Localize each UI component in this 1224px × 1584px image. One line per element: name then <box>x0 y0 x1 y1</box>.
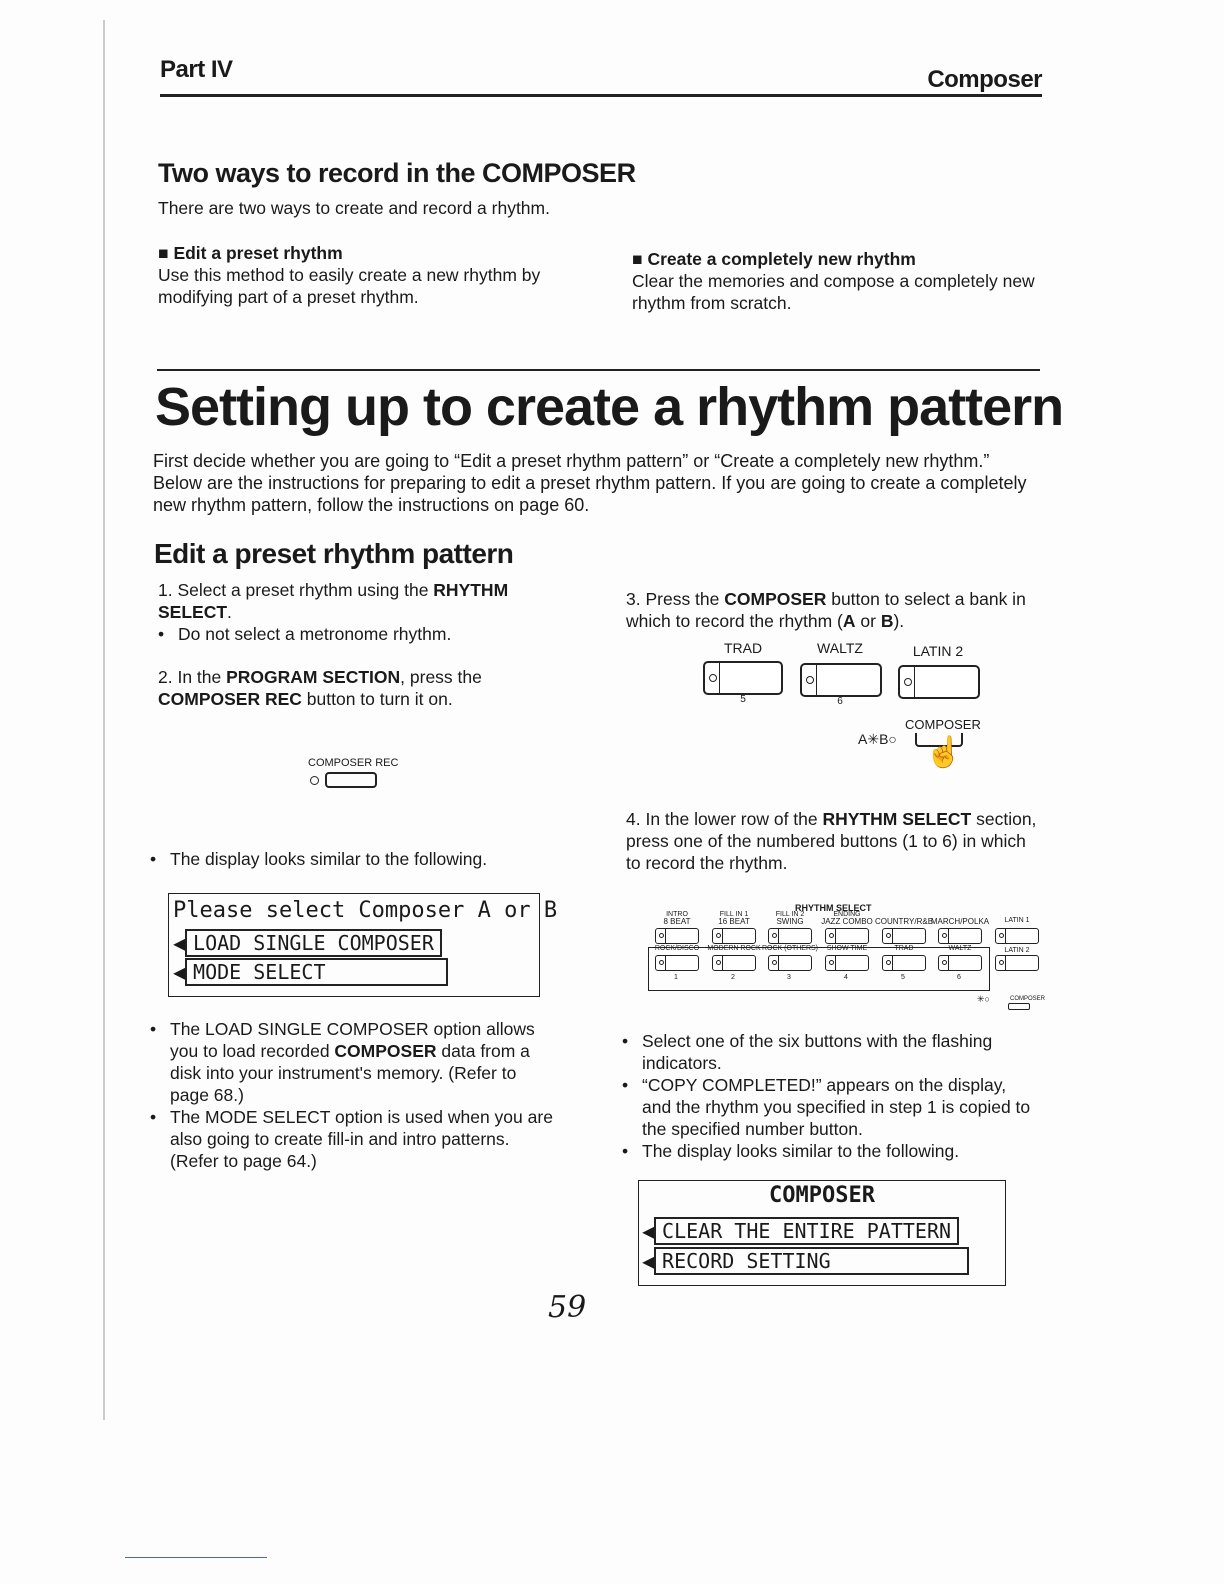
footer-rule <box>125 1557 267 1558</box>
flashing-led-icon: ✳ <box>867 731 880 747</box>
composer-rec-led <box>310 776 319 785</box>
top-sublabel: FILL IN 2 <box>775 911 805 918</box>
rhythm-button-top[interactable] <box>882 928 926 944</box>
header-rule <box>160 94 1042 97</box>
bottom-label: LATIN 2 <box>1004 947 1030 954</box>
section-label: Composer <box>927 66 1042 93</box>
top-label: MARCH/POLKA <box>930 917 990 926</box>
intro-right: ■ Create a completely new rhythm Clear the memories and compose a completely new rhythm from scratch. <box>632 248 1042 314</box>
display-1-line1: Please select Composer A or B <box>173 898 558 923</box>
right-heading: Create a completely new rhythm <box>647 249 916 269</box>
right-body: Clear the memories and compose a completely new rhythm from scratch. <box>632 271 1035 313</box>
composer-rec-button[interactable] <box>325 772 377 788</box>
top-sublabel: ENDING <box>833 911 861 918</box>
rhythm-button-top[interactable] <box>995 928 1039 944</box>
button-number: 6 <box>957 974 961 981</box>
composer-label: COMPOSER <box>905 717 981 732</box>
note-load: • The LOAD SINGLE COMPOSER option allows you to load recorded COMPOSER data from a disk into your instrument's memory. (Refer to page 68.) <box>150 1018 560 1106</box>
bottom-label: TRAD <box>894 945 914 952</box>
rhythm-button-top[interactable] <box>768 928 812 944</box>
sub-title: Edit a preset rhythm pattern <box>154 538 514 569</box>
latin2-button[interactable] <box>898 665 980 699</box>
bottom-label: ROCK/DISCO <box>654 945 700 952</box>
top-label: SWING <box>776 917 804 926</box>
step-1: 1. Select a preset rhythm using the RHYTHM SELECT. • Do not select a metronome rhythm. <box>158 579 568 645</box>
intro-left: ■ Edit a preset rhythm Use this method to easily create a new rhythm by modifying part of a preset rhythm. <box>158 242 568 308</box>
pressing-finger-icon: ☝ <box>925 736 963 769</box>
bank-indicator: A✳B○ <box>858 731 897 747</box>
button-number: 3 <box>787 974 791 981</box>
bottom-label: ROCK (OTHERS) <box>762 945 818 952</box>
bottom-label: MODERN ROCK <box>707 945 761 952</box>
display-2-title: COMPOSER <box>769 1183 875 1208</box>
part-label: Part IV <box>160 56 233 83</box>
section-rule <box>157 369 1040 371</box>
latin2-label: LATIN 2 <box>912 643 964 659</box>
composer-rec-label: COMPOSER REC <box>308 757 399 769</box>
intro-title: Two ways to record in the COMPOSER <box>158 158 636 188</box>
display-2-option-clear[interactable]: CLEAR THE ENTIRE PATTERN <box>654 1217 959 1245</box>
display-note: • The display looks similar to the following. <box>150 848 1224 870</box>
step-3: 3. Press the COMPOSER button to select a bank in which to record the rhythm (A or B). <box>626 589 1026 631</box>
rhythm-button-bottom[interactable] <box>712 955 756 971</box>
step-1-note: • Do not select a metronome rhythm. <box>158 623 568 645</box>
rhythm-button-top[interactable] <box>712 928 756 944</box>
button-number: 1 <box>674 974 678 981</box>
flashing-led-icon: ✳○ <box>977 994 990 1004</box>
top-sublabel: INTRO <box>666 911 688 918</box>
waltz-button[interactable] <box>800 663 882 697</box>
page-number: 59 <box>548 1290 587 1325</box>
intro-subtitle: There are two ways to create and record a rhythm. <box>158 198 550 218</box>
rhythm-button-bottom[interactable] <box>882 955 926 971</box>
manual-page: Part IV Composer Two ways to record in the COMPOSER There are two ways to create and record a rhythm. ■ Edit a preset rhythm Use this method to easily create a new rhythm by modifying part of a preset rhythm. ■ Create a completely new rhythm Clear the memories and compose a completely new rhythm from scratch. Setting up to create a rhythm pattern First decide whether you are going to “Edit a preset rhythm pattern” or “Create a completely new rhythm.” Below are the instructions for preparing to edit a preset rhythm pattern. If you are going to create a completely new rhythm pattern, follow the instructions on page 60. Edit a preset rhythm pattern 1. Select a preset rhythm using the RHYTHM SELECT. • Do not select a metronome rhythm. 2. In the PROGRAM SECTION, press the COMPOSER REC button to turn it on. COMPOSER REC • The display looks similar to the following. Please select Composer A or B ◀ LOAD SINGLE COMPOSER ◀ MODE SELECT • The LOAD SINGLE COMPOSER option allows you to load recorded COMPOSER data from a disk into your instrument's memory. (Refer to page 68.) • The MODE SELECT option is used when you are also going to create fill-in and intro patterns. (Refer to page 64.) 3. Press the COMPOSER button to select a bank in which to record the rhythm (A or B). TRAD 5 WALTZ 6 LATIN 2 COMPOSER A✳B○ ☝ 4. In the lower row of the RHYTHM SELECT section, press one of the numbered buttons (1 to 6) in which to record the rhythm. RHYTHM SELECT INTRO 8 BEAT FILL IN 1 16 BEAT FILL IN 2 SWING ENDING JAZZ COMBO COUNTRY/R&B MARCH/POLKA LATIN 1 ROCK/DISCO 1 MODERN ROCK 2 ROCK (OTHERS) 3 SHOW TIME 4 TRAD 5 WALTZ 6 LATIN 2 COMPOSER ✳○ • Select one of the six buttons with the flashing indicators. • “COPY COMPLETED!” appears on the display, and the rhythm you specified in step 1 is copied to the specified number button. • The display looks similar to the following. COMPOSER ◀ CLEAR THE ENTIRE PATTERN ◀ RECORD SETTING 59 <box>0 0 1224 1584</box>
button-number: 4 <box>844 974 848 981</box>
display-1: Please select Composer A or B ◀ LOAD SINGLE COMPOSER ◀ MODE SELECT <box>168 893 540 997</box>
top-label: 8 BEAT <box>663 917 691 926</box>
button-number: 5 <box>901 974 905 981</box>
rhythm-button-top[interactable] <box>825 928 869 944</box>
rhythm-button-bottom[interactable] <box>825 955 869 971</box>
step-4: 4. In the lower row of the RHYTHM SELECT section, press one of the numbered buttons (1 to 6) in which to record the rhythm. <box>626 809 1037 873</box>
button-number: 2 <box>731 974 735 981</box>
trad-label: TRAD <box>723 640 763 656</box>
main-title: Setting up to create a rhythm pattern <box>155 377 1064 437</box>
rhythm-button-bottom[interactable] <box>768 955 812 971</box>
note-display: • The display looks similar to the following. <box>622 1140 1034 1162</box>
top-label: JAZZ COMBO <box>821 917 873 926</box>
top-label: 16 BEAT <box>718 917 750 926</box>
top-label: LATIN 1 <box>1004 917 1030 924</box>
rhythm-button-bottom[interactable] <box>938 955 982 971</box>
bottom-label: SHOW TIME <box>826 945 868 952</box>
rhythm-button-top[interactable] <box>655 928 699 944</box>
display-2-option-record[interactable]: RECORD SETTING <box>654 1247 969 1275</box>
notes-left <box>150 1018 560 1172</box>
rhythm-select-panel: RHYTHM SELECT INTRO 8 BEAT FILL IN 1 16 BEAT FILL IN 2 SWING ENDING JAZZ COMBO COUNTRY/R&B MARCH/POLKA LATIN 1 ROCK/DISCO 1 MODERN ROCK 2 ROCK (OTHERS) 3 SHOW TIME 4 TRAD 5 WALTZ 6 LATIN 2 COMPOSER ✳○ <box>615 885 1040 1010</box>
trad-button[interactable] <box>703 661 783 695</box>
note-select: • Select one of the six buttons with the flashing indicators. <box>622 1030 1034 1074</box>
step-2: 2. In the PROGRAM SECTION, press the COMPOSER REC button to turn it on. <box>158 667 482 709</box>
note-copy: • “COPY COMPLETED!” appears on the display, and the rhythm you specified in step 1 is copied to the specified number button. <box>622 1074 1034 1140</box>
rhythm-button-top[interactable] <box>938 928 982 944</box>
left-body: Use this method to easily create a new rhythm by modifying part of a preset rhythm. <box>158 265 541 307</box>
top-sublabel: FILL IN 1 <box>719 911 749 918</box>
rhythm-button-bottom[interactable] <box>995 955 1039 971</box>
rhythm-button-bottom[interactable] <box>655 955 699 971</box>
scan-edge <box>103 20 105 1420</box>
display-1-option-mode[interactable]: MODE SELECT <box>185 958 447 986</box>
display-2: COMPOSER ◀ CLEAR THE ENTIRE PATTERN ◀ RECORD SETTING <box>638 1180 1006 1286</box>
display-1-option-load[interactable]: LOAD SINGLE COMPOSER <box>185 929 442 957</box>
composer-button-small[interactable] <box>1008 1003 1030 1010</box>
bottom-label: WALTZ <box>948 945 972 952</box>
note-mode: • The MODE SELECT option is used when you are also going to create fill-in and intro patterns. (Refer to page 64.) <box>150 1106 560 1172</box>
main-paragraph: First decide whether you are going to “Edit a preset rhythm pattern” or “Create a completely new rhythm.” Below are the instructions for preparing to edit a preset rhythm pattern. If you are going to create a completely new rhythm pattern, follow the instructions on page 60. <box>153 451 1027 515</box>
top-label: COUNTRY/R&B <box>874 917 934 926</box>
notes-right <box>622 1030 1034 1162</box>
left-heading: Edit a preset rhythm <box>173 243 343 263</box>
waltz-label: WALTZ <box>817 640 863 656</box>
